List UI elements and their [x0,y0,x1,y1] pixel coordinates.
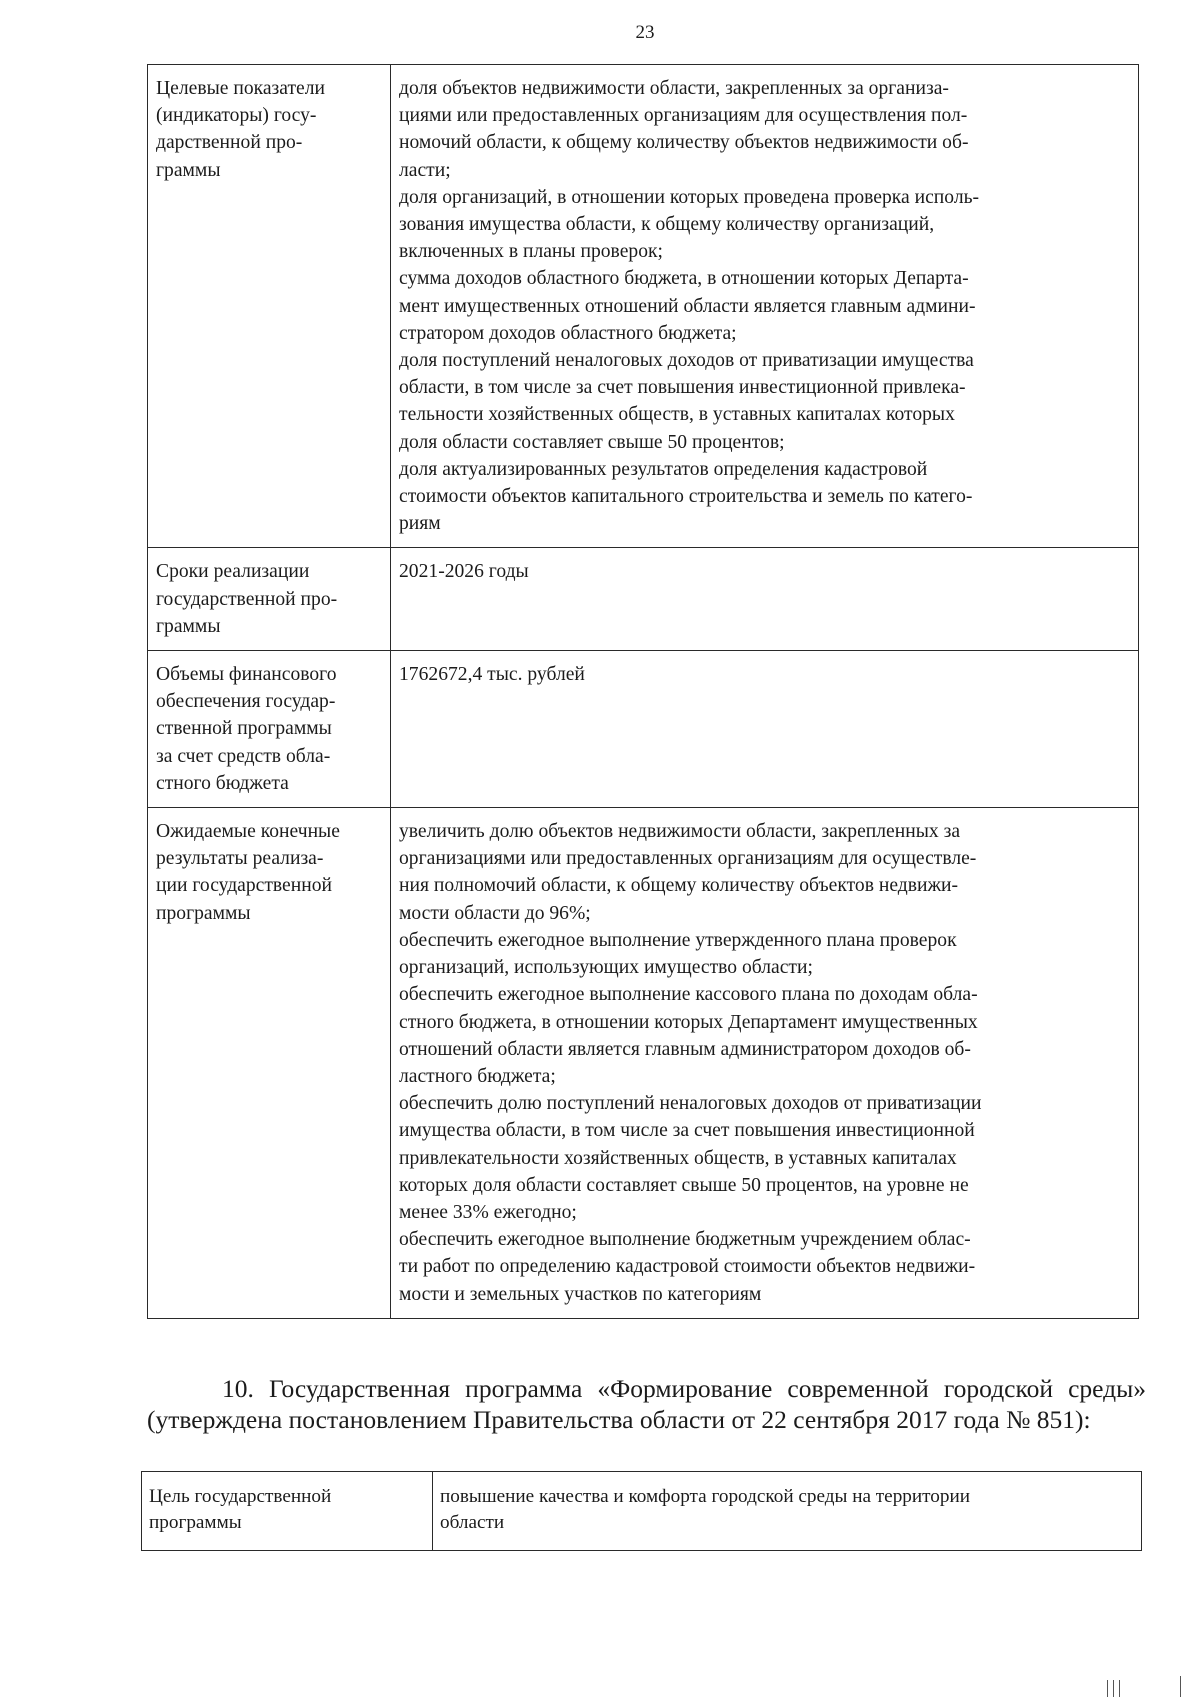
row-value-line: зования имущества области, к общему количеству организаций, [399,214,935,236]
row-value-line: которых доля области составляет свыше 50 процентов, на уровне не [399,1174,969,1196]
row-label-line: (индикаторы) госу- [156,105,317,127]
row-label-cell [148,548,391,651]
row-label-line: ции государственной [156,875,332,897]
row-value-line: доля объектов недвижимости области, закрепленных за организа- [399,78,949,99]
row-value-line: области, в том числе за счет повышения инвестиционной привлека- [399,377,966,399]
row-label-line: граммы [156,615,221,637]
page-number: 23 [635,22,655,43]
row-value-line: циями или предоставленных организациям для осуществления пол- [399,105,968,127]
row-value-line: повышение качества и комфорта городской среды на территории [440,1486,971,1507]
row-label-line: Целевые показатели [156,78,325,99]
row-value-line: имущества области, в том числе за счет повышения инвестиционной [399,1120,975,1142]
row-label-line: ственной программы [156,718,332,740]
row-value-line: номочий области, к общему количеству объектов недвижимости об- [399,132,969,154]
program-passport-table-body [148,65,1139,1319]
scan-mark [1119,1680,1120,1697]
passport-row [148,808,1139,1319]
row-value-cell [391,65,1139,548]
row-label-line: дарственной про- [156,132,303,154]
program-passport-table [147,64,1139,1319]
passport-row [148,65,1139,548]
row-label-line: Сроки реализации [156,561,310,583]
row-value-line: 1762672,4 тыс. рублей [399,664,585,686]
row-label-line: Цель государственной [149,1486,332,1507]
goal-row [142,1472,1142,1551]
row-value-line: ластного бюджета; [399,1065,556,1087]
row-value-line: доля организаций, в отношении которых проведена проверка исполь- [399,186,980,208]
row-value-line: доля области составляет свыше 50 процентов; [399,431,785,453]
row-value-line: сумма доходов областного бюджета, в отношении которых Департа- [399,268,969,290]
row-label-cell [148,651,391,808]
row-value-line: ласти; [399,159,451,181]
row-label-line: Объемы финансового [156,664,337,686]
row-value-line: тельности хозяйственных обществ, в уставных капиталах которых [399,404,955,426]
row-value-line: области [440,1512,505,1533]
row-value-line: мости и земельных участков по категориям [399,1283,762,1305]
row-value-line: мости области до 96%; [399,902,591,924]
program-goal-table [141,1471,1142,1551]
section-heading: 10. Государственная программа «Формирование современной городской среды» (утверждена постановлением Правительства области от 22 сентября 2017 года № 851): [147,1374,1146,1434]
scan-mark [1113,1680,1114,1697]
row-label-line: программы [156,902,251,924]
row-value-line: стратором доходов областного бюджета; [399,322,737,344]
row-value-line: доля актуализированных результатов определения кадастровой [399,458,928,480]
program-goal-table-body [142,1472,1142,1551]
scan-mark [1107,1680,1108,1697]
row-value-line: менее 33% ежегодно; [399,1201,577,1223]
row-label-cell [148,808,391,1319]
row-value-line: мент имущественных отношений области является главным админи- [399,295,976,317]
row-value-line: обеспечить долю поступлений неналоговых доходов от приватизации [399,1093,982,1115]
row-value-line: обеспечить ежегодное выполнение кассового плана по доходам обла- [399,984,978,1006]
row-value-line: включенных в планы проверок; [399,241,663,263]
row-value-line: увеличить долю объектов недвижимости области, закрепленных за [399,821,961,843]
row-value-line: стного бюджета, в отношении которых Департамент имущественных [399,1011,978,1033]
passport-row [148,651,1139,808]
row-label-line: обеспечения государ- [156,691,336,713]
row-value-cell [391,548,1139,651]
row-value-cell [433,1472,1142,1551]
row-label-line: государственной про- [156,588,338,610]
scan-mark [1180,1676,1181,1697]
row-value-line: ти работ по определению кадастровой стоимости объектов недвижи- [399,1256,976,1278]
row-value-line: риям [399,513,441,535]
row-value-line: 2021-2026 годы [399,561,529,583]
row-value-line: привлекательности хозяйственных обществ, в уставных капиталах [399,1147,957,1169]
row-label-line: результаты реализа- [156,848,324,870]
row-value-line: организациями или предоставленных организациям для осуществле- [399,848,977,870]
row-value-cell [391,651,1139,808]
row-label-line: Ожидаемые конечные [156,821,340,843]
row-label-cell [148,65,391,548]
row-label-line: стного бюджета [156,772,289,794]
row-value-cell [391,808,1139,1319]
row-value-line: стоимости объектов капитального строительства и земель по катего- [399,486,973,508]
row-value-line: ния полномочий области, к общему количеству объектов недвижи- [399,875,959,897]
passport-row [148,548,1139,651]
row-value-line: доля поступлений неналоговых доходов от приватизации имущества [399,350,974,372]
row-value-line: обеспечить ежегодное выполнение бюджетным учреждением облас- [399,1229,971,1251]
row-value-line: организаций, использующих имущество области; [399,957,813,979]
row-value-line: обеспечить ежегодное выполнение утвержденного плана проверок [399,929,957,951]
row-label-line: за счет средств обла- [156,745,331,767]
row-label-line: граммы [156,159,221,181]
row-value-line: отношений области является главным администратором доходов об- [399,1038,971,1060]
row-label-cell [142,1472,433,1551]
row-label-line: программы [149,1512,242,1533]
